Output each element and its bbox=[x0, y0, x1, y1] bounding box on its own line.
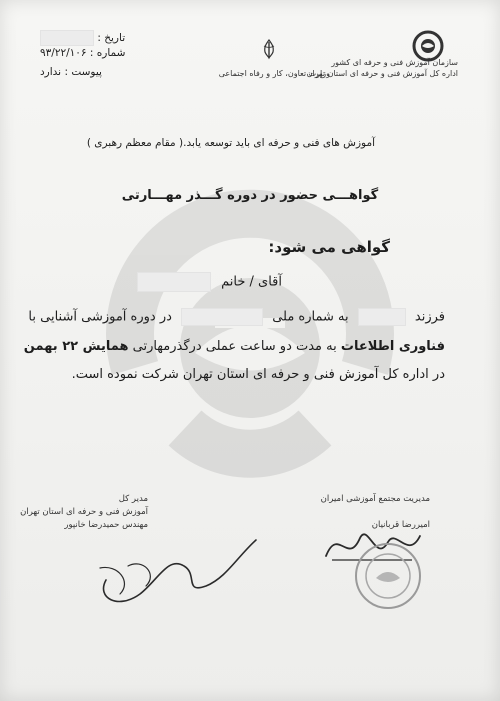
left-handwritten-signature-icon bbox=[88, 528, 268, 608]
right-signature-title: مدیریت مجتمع آموزشی امیران bbox=[320, 494, 430, 504]
recipient-line bbox=[137, 272, 282, 292]
national-id-redacted bbox=[181, 308, 263, 326]
date-redacted bbox=[40, 30, 94, 46]
certificate-title: گواهـــی حضور در دوره گـــذر مهـــارتی bbox=[121, 188, 379, 203]
ministry-name: وزارت تعاون، کار و رفاه اجتماعی bbox=[218, 69, 330, 78]
official-stamp-icon bbox=[352, 540, 424, 612]
body-line-4: در اداره کل آموزش فنی و حرفه ای استان تهران شرکت نموده است. bbox=[71, 367, 445, 382]
course-intro: در دوره آموزشی آشنایی با bbox=[28, 309, 172, 325]
attachment-value: ندارد bbox=[40, 66, 62, 78]
child-of-label: فرزند bbox=[414, 309, 445, 325]
event-name: همایش ۲۲ بهمن bbox=[23, 339, 129, 354]
national-id-label: به شماره ملی bbox=[272, 309, 349, 325]
left-sign-org: آموزش فنی و حرفه ای استان تهران bbox=[20, 507, 148, 518]
attachment-row bbox=[40, 67, 102, 78]
recipient-name-redacted bbox=[137, 272, 211, 292]
organization-name: سازمان آموزش فنی و حرفه ای کشور اداره کل آموزش فنی و حرفه ای استان تهران bbox=[306, 58, 458, 78]
left-sign-title: مدیر کل bbox=[118, 494, 148, 504]
date-row bbox=[40, 30, 125, 46]
leader-quote: آموزش های فنی و حرفه ای باید توسعه یابد.( مقام معظم رهبری ) bbox=[86, 137, 375, 149]
course-duration: به مدت دو ساعت عملی درگذرمهارتی bbox=[132, 339, 337, 354]
date-label: تاریخ : bbox=[97, 32, 126, 44]
number-value: ۹۳/۲۲/۱۰۶ bbox=[40, 47, 87, 59]
course-name: فناوری اطلاعات bbox=[340, 339, 445, 354]
iran-emblem-icon bbox=[261, 39, 277, 59]
certify-heading: گواهی می شود: bbox=[268, 238, 390, 256]
body-line-2 bbox=[28, 308, 445, 326]
number-label: شماره : bbox=[89, 47, 126, 59]
father-name-redacted bbox=[358, 308, 406, 326]
right-signature-name: امیررضا قربانیان bbox=[371, 520, 430, 530]
left-signature-text bbox=[20, 493, 148, 533]
attachment-label: پیوست : bbox=[64, 66, 102, 78]
body-line-3 bbox=[24, 339, 445, 354]
recipient-prefix: آقای / خانم bbox=[221, 274, 282, 290]
number-row bbox=[40, 48, 125, 59]
left-sign-name: مهندس حمیدرضا خانپور bbox=[64, 520, 148, 531]
